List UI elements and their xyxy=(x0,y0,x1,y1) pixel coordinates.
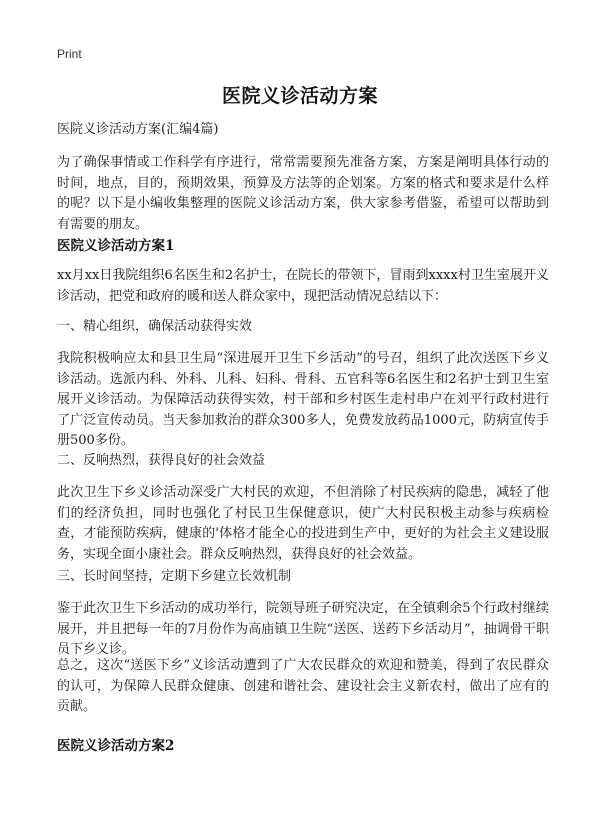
document-title: 医院义诊活动方案 xyxy=(221,85,378,107)
intro-paragraph: 为了确保事情或工作科学有序进行，常常需要预先准备方案，方案是阐明具体行动的时间，地点，目的，预期效果，预算及方法等的企划案。方案的格式和要求是什么样的呢？以下是小编收集整理的医院义诊活动方案，供大家参考借鉴，希望可以帮助到有需要的朋友。 xyxy=(57,155,549,232)
document-subtitle: 医院义诊活动方案(汇编4篇) xyxy=(57,122,219,137)
section-heading-1: 医院义诊活动方案1 xyxy=(57,238,175,254)
sub-heading-3: 三、长时间坚持，定期下乡建立长效机制 xyxy=(57,569,292,584)
section1-paragraph-4: 鉴于此次卫生下乡活动的成功举行，院领导班子研究决定，在全镇剩余5个行政村继续展开，并且把每一年的7月份作为高庙镇卫生院“送医、送药下乡活动月”，抽调骨干职员下乡义诊。 xyxy=(57,601,549,657)
section1-paragraph-2: 我院积极响应太和县卫生局“深进展开卫生下乡活动”的号召，组织了此次送医下乡义诊活动。选派内科、外科、儿科、妇科、骨科、五官科等6名医生和2名护士到卫生室展开义诊活动。为保障活动获得实效，村干部和乡村医生走村串户在刘平行政村进行了广泛宣传动员。当天参加救治的群众300多人，免费发放药品1000元，防病宣传手册500多份。 xyxy=(57,351,549,448)
section1-paragraph-3: 此次卫生下乡义诊活动深受广大村民的欢迎，不但消除了村民疾病的隐患，减轻了他们的经济负担，同时也强化了村民卫生保健意识，使广大村民积极主动参与疾病检查，才能预防疾病，健康的'体格才能全心的投进到生产中，更好的为社会主义建设服务，实现全面小康社会。群众反响热烈，获得良好的社会效益。 xyxy=(57,485,549,562)
sub-heading-1: 一、精心组织，确保活动获得实效 xyxy=(57,319,253,334)
section-heading-2: 医院义诊活动方案2 xyxy=(57,738,175,754)
sub-heading-2: 二、反响热烈，获得良好的社会效益 xyxy=(57,453,266,468)
section1-paragraph-1: xx月xx日我院组织6名医生和2名护士，在院长的带领下，冒雨到xxxx村卫生室展开义诊活动，把党和政府的暖和送人群众家中，现把活动情况总结以下： xyxy=(57,268,549,304)
section1-paragraph-5: 总之，这次“送医下乡”义诊活动遭到了广大农民群众的欢迎和赞美，得到了农民群众的认可，为保障人民群众健康、创建和谐社会、建设社会主义新农村，做出了应有的贡献。 xyxy=(57,658,549,714)
print-link[interactable]: Print xyxy=(57,47,82,61)
